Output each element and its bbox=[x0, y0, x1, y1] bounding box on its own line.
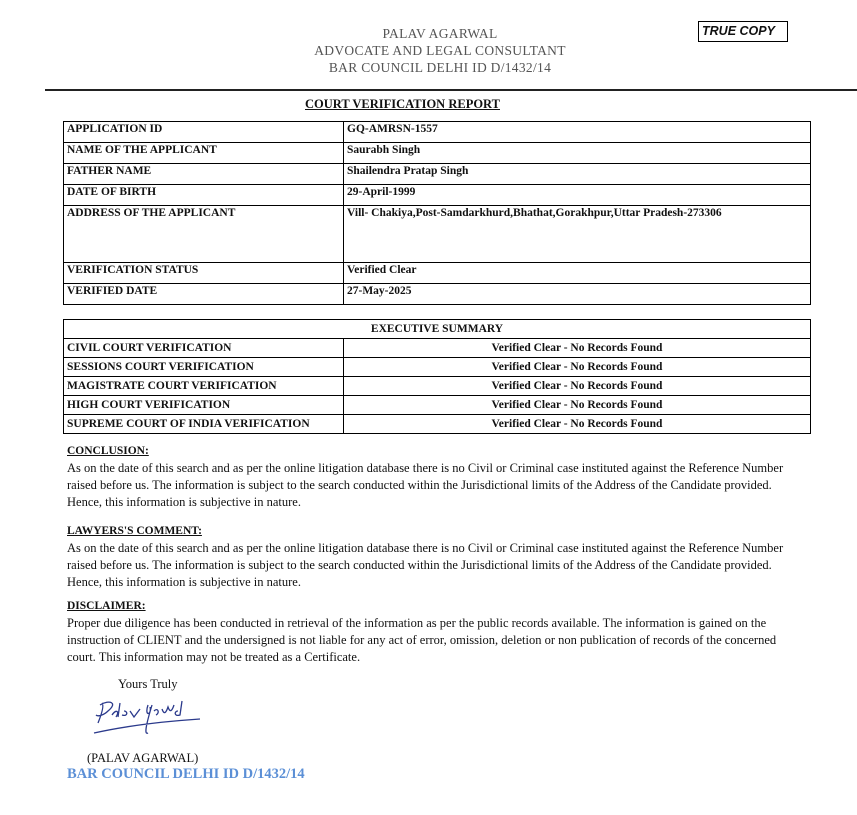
row-label: DATE OF BIRTH bbox=[64, 185, 344, 206]
table-row bbox=[64, 164, 811, 185]
row-value: Verified Clear - No Records Found bbox=[344, 377, 811, 396]
table-row bbox=[64, 377, 811, 396]
table-row bbox=[64, 284, 811, 305]
executive-summary-table bbox=[63, 319, 811, 434]
summary-heading: EXECUTIVE SUMMARY bbox=[64, 320, 811, 339]
row-value: Verified Clear - No Records Found bbox=[344, 339, 811, 358]
row-label: FATHER NAME bbox=[64, 164, 344, 185]
row-label: SESSIONS COURT VERIFICATION bbox=[64, 358, 344, 377]
header-bar-id: BAR COUNCIL DELHI ID D/1432/14 bbox=[328, 60, 552, 75]
section-text: Proper due diligence has been conducted in retrieval of the information as per the public records available. The information is gained on the instruction of CLIENT and the undersigned is not liable for any act of error, omission, deletion or non publication of records of the concerned court. This information may not be treated as a Certificate. bbox=[67, 616, 777, 664]
signature-image bbox=[90, 695, 210, 745]
row-label: CIVIL COURT VERIFICATION bbox=[64, 339, 344, 358]
applicant-details-table bbox=[63, 121, 811, 305]
section-text: As on the date of this search and as per the online litigation database there is no Civil or Criminal case instituted against the Reference Number raised before us. The information is subject to the search conducted within the Jurisdictional limits of the Address of the Candidate provided. Hence, this information is subjective in nature. bbox=[67, 541, 784, 589]
row-label: SUPREME COURT OF INDIA VERIFICATION bbox=[64, 415, 344, 434]
row-value: 29-April-1999 bbox=[344, 185, 811, 206]
row-value: Vill- Chakiya,Post-Samdarkhurd,Bhathat,Gorakhpur,Uttar Pradesh-273306 bbox=[344, 206, 811, 263]
lawyers-comment-section bbox=[67, 523, 797, 591]
row-value: Verified Clear - No Records Found bbox=[344, 358, 811, 377]
footer-bar-id: BAR COUNCIL DELHI ID D/1432/14 bbox=[67, 766, 305, 782]
row-value: Verified Clear - No Records Found bbox=[344, 415, 811, 434]
table-row bbox=[64, 339, 811, 358]
closing: Yours Truly bbox=[118, 677, 178, 691]
signatory-name: (PALAV AGARWAL) bbox=[87, 751, 199, 765]
section-heading: DISCLAIMER: bbox=[67, 600, 146, 612]
table-row bbox=[64, 358, 811, 377]
row-value: Verified Clear bbox=[344, 263, 811, 284]
header-divider bbox=[45, 89, 857, 91]
advocate-name: PALAV AGARWAL bbox=[382, 26, 498, 41]
row-label: MAGISTRATE COURT VERIFICATION bbox=[64, 377, 344, 396]
row-label: VERIFICATION STATUS bbox=[64, 263, 344, 284]
table-row bbox=[64, 206, 811, 263]
row-value: Verified Clear - No Records Found bbox=[344, 396, 811, 415]
section-heading: LAWYERS'S COMMENT: bbox=[67, 525, 202, 537]
advocate-role: ADVOCATE AND LEGAL CONSULTANT bbox=[314, 43, 566, 58]
disclaimer-section bbox=[67, 598, 797, 666]
table-row bbox=[64, 415, 811, 434]
section-text: As on the date of this search and as per the online litigation database there is no Civil or Criminal case instituted against the Reference Number raised before us. The information is subject to the search conducted within the Jurisdictional limits of the Address of the Candidate provided. Hence, this information is subjective in nature. bbox=[67, 461, 784, 509]
table-row bbox=[64, 143, 811, 164]
conclusion-section bbox=[67, 443, 797, 511]
table-row bbox=[64, 122, 811, 143]
row-label: VERIFIED DATE bbox=[64, 284, 344, 305]
row-label: ADDRESS OF THE APPLICANT bbox=[64, 206, 344, 263]
report-title: COURT VERIFICATION REPORT bbox=[305, 97, 500, 111]
row-value: Saurabh Singh bbox=[344, 143, 811, 164]
row-value: 27-May-2025 bbox=[344, 284, 811, 305]
table-row bbox=[64, 263, 811, 284]
table-row bbox=[64, 396, 811, 415]
row-value: GQ-AMRSN-1557 bbox=[344, 122, 811, 143]
table-row bbox=[64, 185, 811, 206]
row-label: APPLICATION ID bbox=[64, 122, 344, 143]
row-value: Shailendra Pratap Singh bbox=[344, 164, 811, 185]
row-label: NAME OF THE APPLICANT bbox=[64, 143, 344, 164]
section-heading: CONCLUSION: bbox=[67, 445, 149, 457]
row-label: HIGH COURT VERIFICATION bbox=[64, 396, 344, 415]
true-copy-stamp: TRUE COPY bbox=[698, 21, 788, 42]
